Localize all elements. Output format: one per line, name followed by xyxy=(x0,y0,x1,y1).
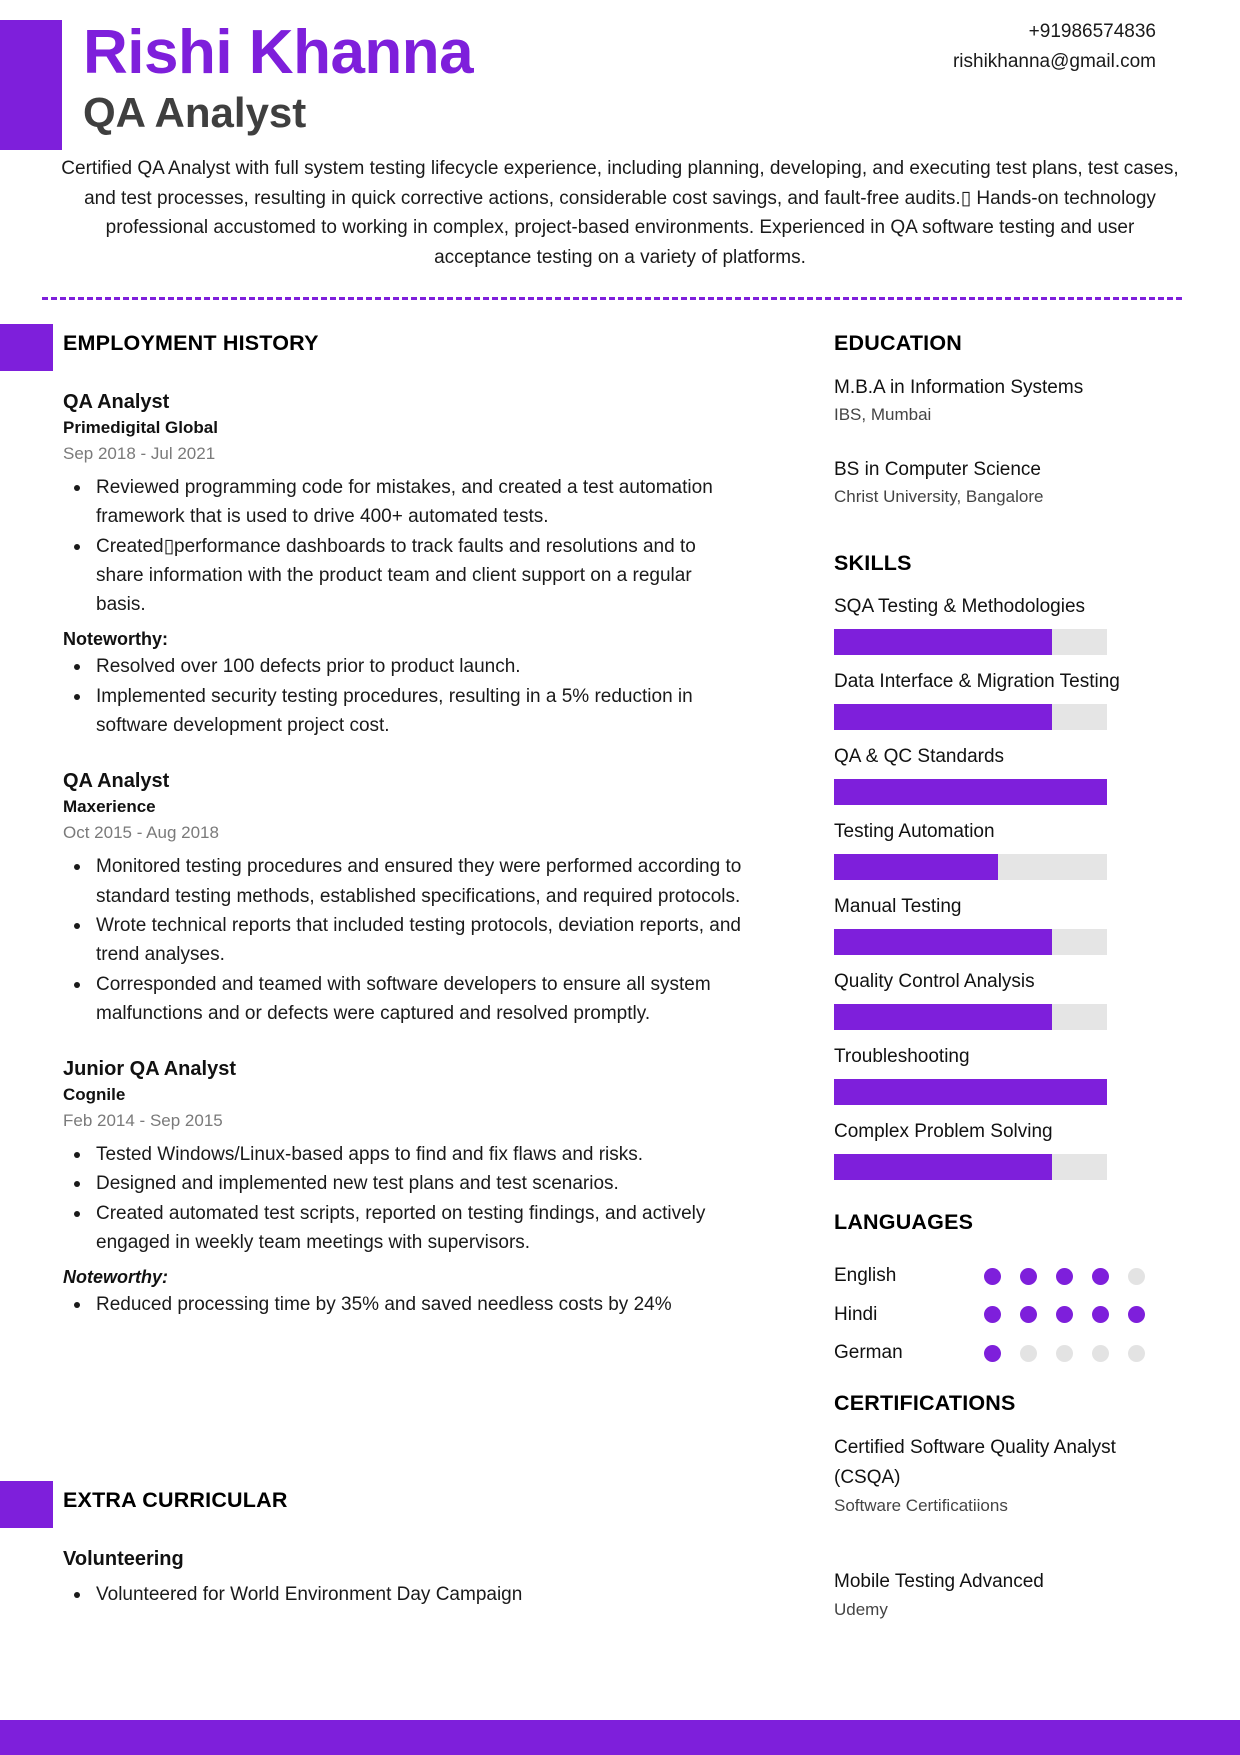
skill-bar-fill xyxy=(834,629,1052,655)
bullet-item: Created▯performance dashboards to track faults and resolutions and to share information with the product team and client support on a regular basis. xyxy=(63,532,743,620)
proficiency-dot-filled xyxy=(1020,1268,1037,1285)
certifications-list xyxy=(834,1433,1164,1623)
job-company: Primedigital Global xyxy=(63,418,218,437)
skill-item xyxy=(834,894,1214,955)
language-item xyxy=(834,1334,1214,1373)
degree: BS in Computer Science xyxy=(834,459,1041,480)
skill-bar-fill xyxy=(834,1079,1107,1105)
education-list xyxy=(834,374,1214,510)
proficiency-dot-empty xyxy=(1056,1345,1073,1362)
language-name: English xyxy=(834,1265,897,1287)
skill-bar xyxy=(834,704,1107,730)
job-title: QA Analyst xyxy=(63,770,170,793)
section-marker-extra xyxy=(0,1481,53,1528)
skill-bar-fill xyxy=(834,854,998,880)
job-company: Cognile xyxy=(63,1085,126,1105)
skill-name: Troubleshooting xyxy=(834,1046,970,1067)
job-company: Maxerience xyxy=(63,797,156,817)
proficiency-dot-empty xyxy=(1092,1345,1109,1362)
proficiency-dots xyxy=(984,1345,1145,1362)
skill-name: SQA Testing & Methodologies xyxy=(834,596,1086,617)
language-name: Hindi xyxy=(834,1303,878,1325)
proficiency-dot-filled xyxy=(1056,1268,1073,1285)
activity-title: Volunteering xyxy=(63,1548,184,1570)
section-title-skills: SKILLS xyxy=(834,551,912,575)
language-name: German xyxy=(834,1342,903,1364)
school: IBS, Mumbai xyxy=(834,405,932,424)
proficiency-dot-filled xyxy=(1056,1306,1073,1323)
skills-list xyxy=(834,594,1214,1194)
profile-summary: Certified QA Analyst with full system testing lifecycle experience, including planning, developing, and executing test plans, test cases, and test processes, resulting in quick corrective actions, considerable cost savings, and fault-free audits.▯ Hands-on technology professional accustomed to working in complex, project-based environments. Experienced in QA software testing and user acceptance testing on a variety of platforms. xyxy=(61,158,1179,268)
skill-item xyxy=(834,669,1214,730)
bullet-item: Volunteered for World Environment Day Campaign xyxy=(63,1580,743,1609)
section-title-education: EDUCATION xyxy=(834,331,963,355)
certification-name: Certified Software Quality Analyst (CSQA) xyxy=(834,1437,1116,1488)
bullet-item: Monitored testing procedures and ensured they were performed according to standard testing methods, established specifications, and required protocols. xyxy=(63,852,743,911)
skill-bar xyxy=(834,1079,1107,1105)
skill-item xyxy=(834,1044,1214,1105)
footer-accent-bar xyxy=(0,1720,1240,1755)
skill-bar-fill xyxy=(834,779,1107,805)
certification-entry xyxy=(834,1567,1164,1623)
education-entry xyxy=(834,456,1214,510)
job-title: Junior QA Analyst xyxy=(63,1058,236,1081)
skill-bar-fill xyxy=(834,704,1052,730)
skill-name: QA & QC Standards xyxy=(834,746,1005,767)
proficiency-dot-empty xyxy=(1020,1345,1037,1362)
skill-bar xyxy=(834,779,1107,805)
noteworthy-bullets xyxy=(63,652,743,740)
bullet-item: Reviewed programming code for mistakes, and created a test automation framework that is used to drive 400+ automated tests. xyxy=(63,473,743,532)
bullet-item: Tested Windows/Linux-based apps to find and fix flaws and risks. xyxy=(63,1140,743,1169)
certification-org: Udemy xyxy=(834,1600,888,1619)
noteworthy-label: Noteworthy: xyxy=(63,629,168,650)
certification-org: Software Certificatiions xyxy=(834,1496,1008,1515)
skill-name: Complex Problem Solving xyxy=(834,1121,1053,1142)
proficiency-dot-empty xyxy=(1128,1268,1145,1285)
job-entry xyxy=(63,1056,743,1319)
job-entry xyxy=(63,389,743,740)
skill-bar-fill xyxy=(834,1004,1052,1030)
job-bullets xyxy=(63,473,743,619)
bullet-item: Resolved over 100 defects prior to product launch. xyxy=(63,652,743,681)
skill-item xyxy=(834,969,1214,1030)
proficiency-dot-filled xyxy=(1092,1268,1109,1285)
job-title: QA Analyst xyxy=(63,391,170,413)
dashed-divider xyxy=(42,297,1182,300)
phone-number: +91986574836 xyxy=(1028,21,1156,42)
proficiency-dot-filled xyxy=(1128,1306,1145,1323)
skill-bar xyxy=(834,854,1107,880)
languages-list xyxy=(834,1257,1214,1373)
job-bullets xyxy=(63,852,743,1028)
skill-bar xyxy=(834,1154,1107,1180)
skill-bar xyxy=(834,929,1107,955)
section-title-extra: EXTRA CURRICULAR xyxy=(63,1488,288,1512)
skill-item xyxy=(834,819,1214,880)
job-dates: Feb 2014 - Sep 2015 xyxy=(63,1111,223,1131)
degree: M.B.A in Information Systems xyxy=(834,377,1084,398)
skill-item xyxy=(834,744,1214,805)
job-entry xyxy=(63,768,743,1028)
job-dates: Sep 2018 - Jul 2021 xyxy=(63,444,216,463)
section-marker-employment xyxy=(0,324,53,371)
employment-list xyxy=(63,389,743,1348)
skill-name: Manual Testing xyxy=(834,896,962,917)
proficiency-dot-filled xyxy=(1092,1306,1109,1323)
bullet-item: Corresponded and teamed with software developers to ensure all system malfunctions and or defects were captured and resolved promptly. xyxy=(63,970,743,1029)
section-title-languages: LANGUAGES xyxy=(834,1210,974,1234)
certification-name: Mobile Testing Advanced xyxy=(834,1571,1044,1592)
job-dates: Oct 2015 - Aug 2018 xyxy=(63,823,219,843)
activity-bullets xyxy=(63,1580,743,1609)
bullet-item: Created automated test scripts, reported on testing findings, and actively engaged in weekly team meetings with supervisors. xyxy=(63,1199,743,1258)
header-accent-block xyxy=(0,20,62,150)
skill-bar-fill xyxy=(834,929,1052,955)
section-title-certifications: CERTIFICATIONS xyxy=(834,1391,1016,1415)
noteworthy-bullets xyxy=(63,1290,743,1319)
skill-name: Quality Control Analysis xyxy=(834,971,1035,992)
skill-item xyxy=(834,594,1214,655)
candidate-name: Rishi Khanna xyxy=(83,18,474,87)
candidate-title: QA Analyst xyxy=(83,89,307,136)
bullet-item: Reduced processing time by 35% and saved needless costs by 24% xyxy=(63,1290,743,1319)
proficiency-dot-filled xyxy=(984,1268,1001,1285)
proficiency-dot-filled xyxy=(984,1306,1001,1323)
certification-entry xyxy=(834,1433,1164,1519)
contact-info xyxy=(953,17,1156,77)
skill-name: Testing Automation xyxy=(834,821,995,842)
proficiency-dot-empty xyxy=(1128,1345,1145,1362)
bullet-item: Implemented security testing procedures, resulting in a 5% reduction in software development project cost. xyxy=(63,682,743,741)
skill-bar xyxy=(834,629,1107,655)
skill-item xyxy=(834,1119,1214,1180)
bullet-item: Designed and implemented new test plans and test scenarios. xyxy=(63,1169,743,1198)
email-address: rishikhanna@gmail.com xyxy=(952,51,1156,72)
section-title-employment: EMPLOYMENT HISTORY xyxy=(63,331,319,355)
education-entry xyxy=(834,374,1214,428)
proficiency-dot-filled xyxy=(1020,1306,1037,1323)
language-item xyxy=(834,1296,1214,1335)
skill-name: Data Interface & Migration Testing xyxy=(834,671,1120,692)
proficiency-dots xyxy=(984,1306,1145,1323)
job-bullets xyxy=(63,1140,743,1257)
skill-bar xyxy=(834,1004,1107,1030)
school: Christ University, Bangalore xyxy=(834,487,1044,506)
skill-bar-fill xyxy=(834,1154,1052,1180)
language-item xyxy=(834,1257,1214,1296)
proficiency-dot-filled xyxy=(984,1345,1001,1362)
proficiency-dots xyxy=(984,1268,1145,1285)
bullet-item: Wrote technical reports that included testing protocols, deviation reports, and trend analyses. xyxy=(63,911,743,970)
noteworthy-label: Noteworthy: xyxy=(63,1267,168,1288)
extra-curricular xyxy=(63,1546,743,1609)
